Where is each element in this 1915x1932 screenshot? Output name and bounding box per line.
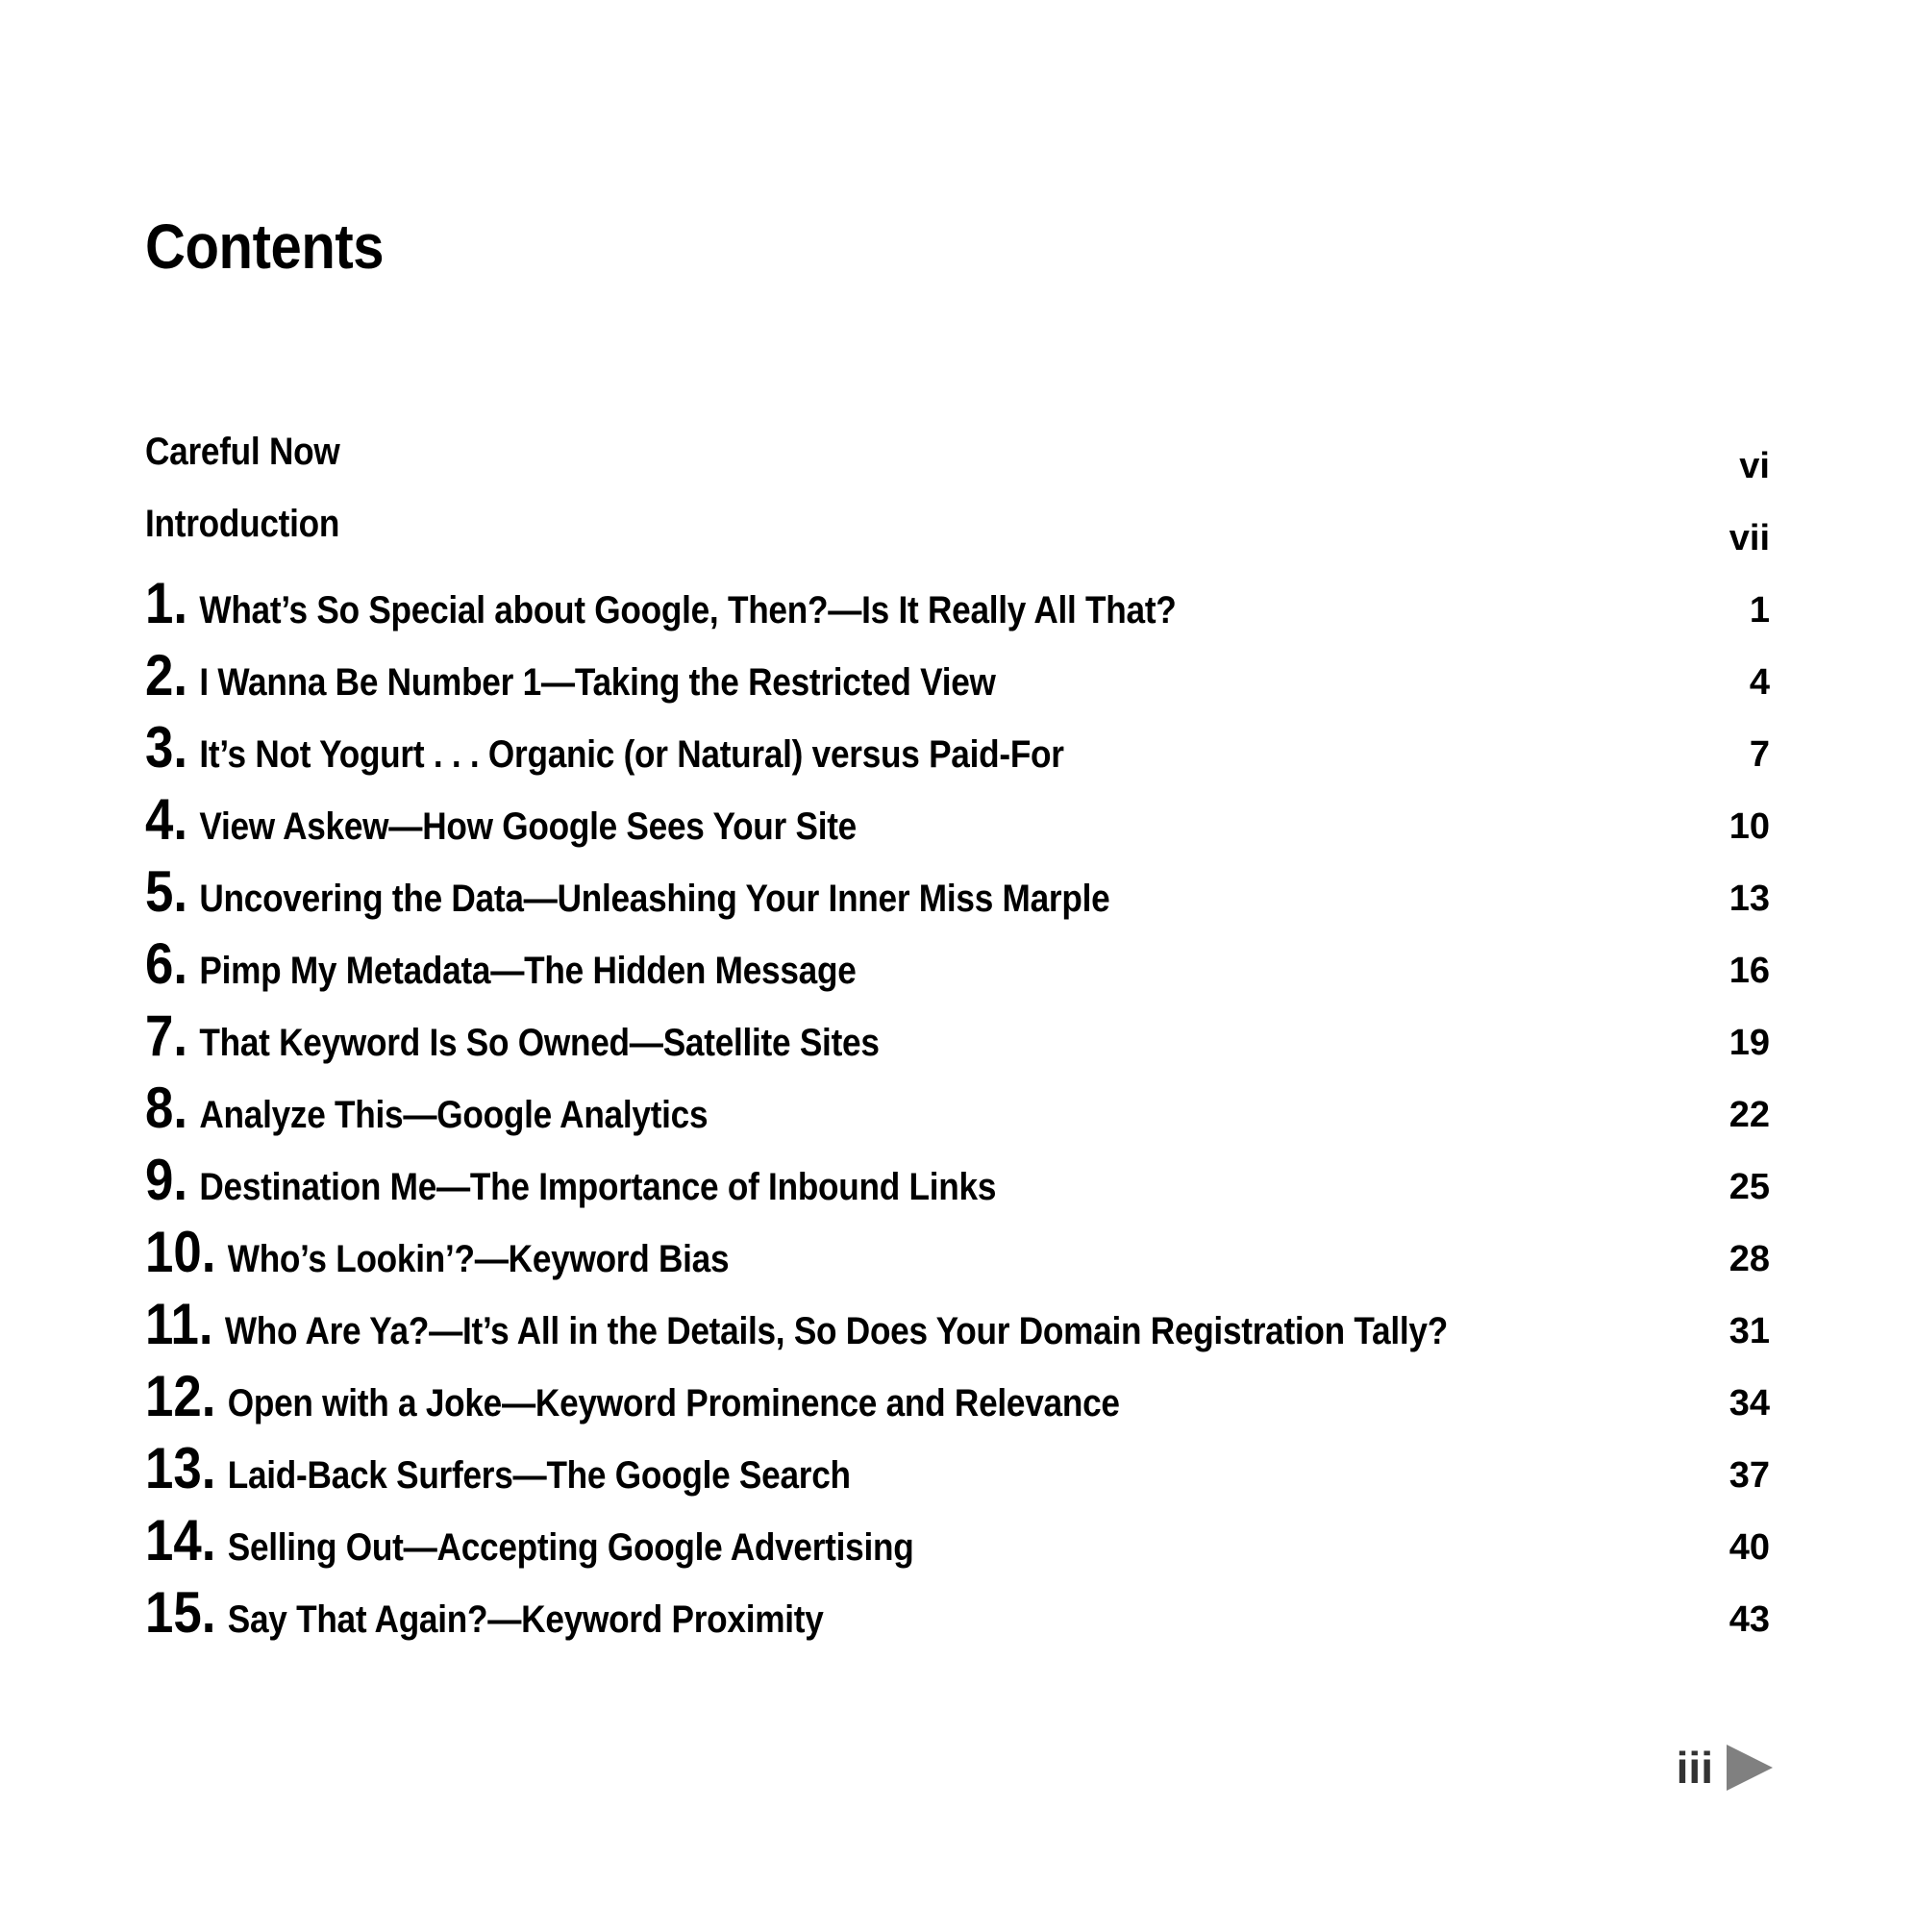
toc-label: Who Are Ya?—It’s All in the Details, So Does Your Domain Registration Tally? (224, 1310, 1448, 1352)
toc-page-number: 43 (1728, 1599, 1770, 1640)
chapter-number: 12. (145, 1364, 216, 1428)
chapter-number: 5. (145, 859, 188, 924)
toc-row-chapter-7[interactable] (145, 1003, 1770, 1079)
toc-label: Uncovering the Data—Unleashing Your Inner Miss Marple (199, 878, 1110, 920)
toc-row-chapter-15[interactable] (145, 1580, 1770, 1656)
chapter-number: 14. (145, 1508, 216, 1573)
chapter-number: 4. (145, 787, 188, 852)
toc-page-number: 16 (1728, 951, 1770, 991)
toc-page-number: vii (1728, 518, 1770, 558)
toc-row-chapter-3[interactable] (145, 715, 1770, 791)
chapter-number: 8. (145, 1076, 188, 1140)
page-footer (1677, 1742, 1775, 1794)
toc-label: Selling Out—Accepting Google Advertising (227, 1526, 914, 1569)
toc-page-number: 40 (1728, 1527, 1770, 1568)
chapter-number: 3. (145, 715, 188, 780)
toc-label: Laid-Back Surfers—The Google Search (227, 1454, 851, 1497)
toc-label: What’s So Special about Google, Then?—Is It Really All That? (199, 589, 1177, 632)
toc-page-number: 1 (1749, 590, 1770, 631)
toc-row-chapter-1[interactable] (145, 571, 1770, 647)
toc-page-number: 19 (1728, 1023, 1770, 1063)
toc-row-chapter-9[interactable] (145, 1148, 1770, 1224)
toc-row-chapter-5[interactable] (145, 859, 1770, 935)
toc-row-chapter-8[interactable] (145, 1076, 1770, 1152)
toc-label: It’s Not Yogurt . . . Organic (or Natural) versus Paid-For (199, 733, 1064, 776)
toc-label: Introduction (145, 503, 340, 545)
toc-label: That Keyword Is So Owned—Satellite Sites (199, 1022, 880, 1064)
toc-row-careful-now[interactable] (145, 431, 1770, 503)
toc-label: View Askew—How Google Sees Your Site (199, 805, 857, 848)
toc-label: Open with a Joke—Keyword Prominence and Relevance (227, 1382, 1120, 1424)
table-of-contents (145, 431, 1770, 1656)
toc-label: Careful Now (145, 431, 340, 473)
chapter-number: 2. (145, 643, 188, 707)
toc-page-number: 22 (1728, 1095, 1770, 1135)
toc-page-number: vi (1739, 446, 1770, 486)
toc-row-chapter-10[interactable] (145, 1220, 1770, 1296)
toc-row-chapter-6[interactable] (145, 931, 1770, 1007)
page-title: Contents (145, 211, 385, 282)
folio-page-number: iii (1676, 1743, 1713, 1793)
toc-page-number: 4 (1749, 662, 1770, 703)
toc-label: I Wanna Be Number 1—Taking the Restricted View (199, 661, 996, 704)
chapter-number: 7. (145, 1003, 188, 1068)
toc-row-chapter-4[interactable] (145, 787, 1770, 863)
toc-page-number: 31 (1728, 1311, 1770, 1351)
toc-label: Say That Again?—Keyword Proximity (227, 1598, 824, 1641)
chapter-number: 11. (145, 1292, 213, 1356)
chapter-number: 9. (145, 1148, 188, 1212)
toc-label: Analyze This—Google Analytics (199, 1094, 709, 1136)
toc-page-number: 34 (1728, 1383, 1770, 1424)
toc-row-introduction[interactable] (145, 503, 1770, 575)
toc-row-chapter-11[interactable] (145, 1292, 1770, 1368)
toc-page-number: 13 (1728, 879, 1770, 919)
toc-row-chapter-12[interactable] (145, 1364, 1770, 1440)
chapter-number: 10. (145, 1220, 216, 1284)
toc-page-number: 10 (1728, 806, 1770, 847)
toc-row-chapter-13[interactable] (145, 1436, 1770, 1512)
toc-row-chapter-14[interactable] (145, 1508, 1770, 1584)
toc-label: Destination Me—The Importance of Inbound Links (199, 1166, 997, 1208)
chapter-number: 15. (145, 1580, 216, 1645)
toc-label: Pimp My Metadata—The Hidden Message (199, 950, 857, 992)
toc-page-number: 28 (1728, 1239, 1770, 1279)
next-page-arrow-icon[interactable] (1725, 1743, 1775, 1793)
toc-row-chapter-2[interactable] (145, 643, 1770, 719)
chapter-number: 1. (145, 571, 188, 635)
toc-page-number: 7 (1749, 734, 1770, 775)
toc-label: Who’s Lookin’?—Keyword Bias (227, 1238, 730, 1280)
chapter-number: 13. (145, 1436, 216, 1500)
toc-page-number: 37 (1728, 1455, 1770, 1496)
toc-page-number: 25 (1728, 1167, 1770, 1207)
chapter-number: 6. (145, 931, 188, 996)
